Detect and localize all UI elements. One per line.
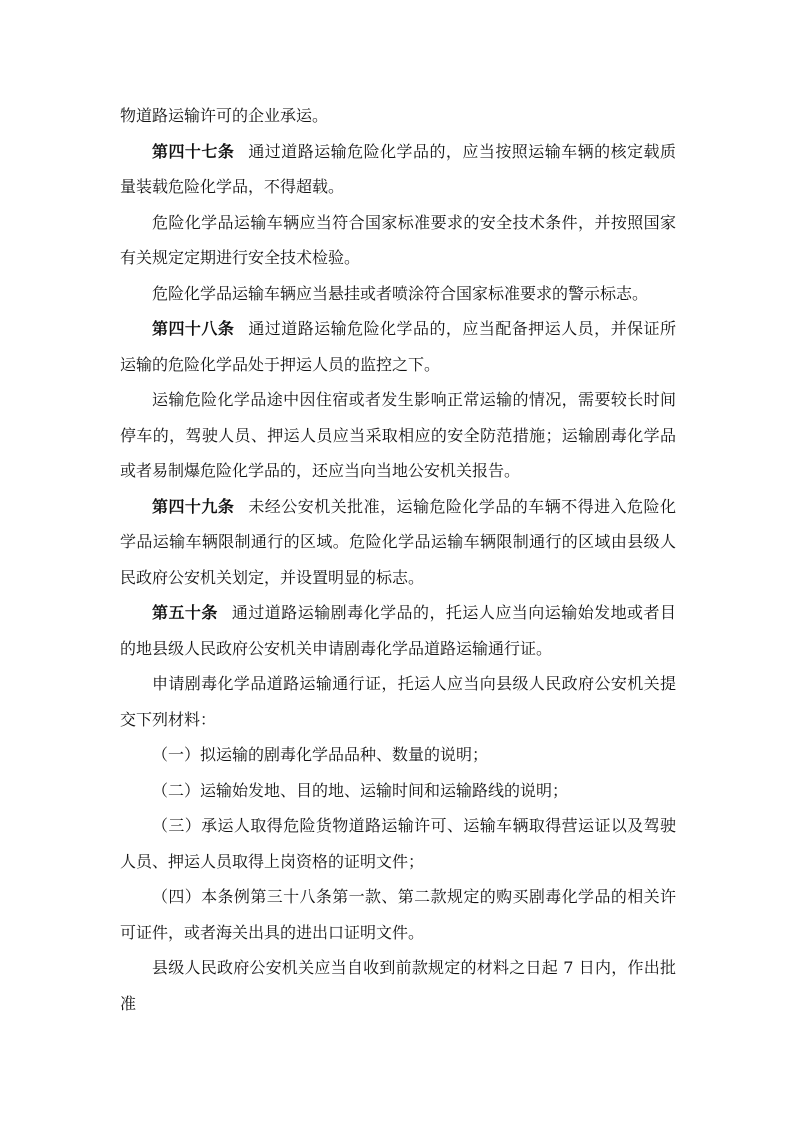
- paragraph-text: （二）运输始发地、目的地、运输时间和运输路线的说明；: [152, 780, 569, 800]
- paragraph-text: 危险化学品运输车辆应当悬挂或者喷涂符合国家标准要求的警示标志。: [152, 283, 649, 303]
- paragraph-text: 通过道路运输危险化学品的，应当配备押运人员，并保证所运输的危险化学品处于押运人员的监控之下。: [120, 319, 676, 374]
- paragraph-text: 通过道路运输危险化学品的，应当按照运输车辆的核定载质量装载危险化学品，不得超载。: [120, 141, 676, 196]
- paragraph: [120, 737, 676, 773]
- paragraph-text: 危险化学品运输车辆应当符合国家标准要求的安全技术条件，并按照国家有关规定定期进行安全技术检验。: [120, 212, 676, 267]
- paragraph: [120, 134, 676, 205]
- article-number: 第四十七条: [152, 141, 235, 161]
- paragraph: [120, 276, 676, 312]
- article-number: 第五十条: [152, 603, 218, 622]
- paragraph-text: 未经公安机关批准，运输危险化学品的车辆不得进入危险化学品运输车辆限制通行的区域。危险化学品运输车辆限制通行的区域由县级人民政府公安机关划定，并设置明显的标志。: [120, 496, 676, 587]
- paragraph-text: （四）本条例第三十八条第一款、第二款规定的购买剧毒化学品的相关许可证件，或者海关出具的进出口证明文件。: [120, 887, 676, 942]
- paragraph-text: 通过道路运输剧毒化学品的，托运人应当向运输始发地或者目的地县级人民政府公安机关申请剧毒化学品道路运输通行证。: [120, 603, 676, 658]
- article-number: 第四十八条: [152, 319, 235, 338]
- paragraph: [120, 205, 676, 276]
- paragraph-text: 运输危险化学品途中因住宿或者发生影响正常运输的情况，需要较长时间停车的，驾驶人员、押运人员应当采取相应的安全防范措施；运输剧毒化学品或者易制爆危险化学品的，还应当向当地公安机关报告。: [120, 390, 676, 480]
- paragraph-text: 申请剧毒化学品道路运输通行证，托运人应当向县级人民政府公安机关提交下列材料：: [120, 674, 676, 729]
- paragraph: [120, 98, 676, 134]
- paragraph: [120, 950, 676, 1021]
- paragraph-text: （三）承运人取得危险货物道路运输许可、运输车辆取得营运证以及驾驶人员、押运人员取得上岗资格的证明文件；: [120, 816, 676, 871]
- paragraph-text: 县级人民政府公安机关应当自收到前款规定的材料之日起 7 日内，作出批准: [120, 958, 676, 1013]
- paragraph: [120, 595, 676, 666]
- paragraph: [120, 311, 676, 382]
- paragraph: [120, 879, 676, 950]
- paragraph-text: 物道路运输许可的企业承运。: [120, 106, 329, 125]
- paragraph: [120, 382, 676, 489]
- article-number: 第四十九条: [152, 496, 235, 516]
- paragraph: [120, 666, 676, 737]
- document-body: [120, 98, 676, 1021]
- paragraph-text: （一）拟运输的剧毒化学品品种、数量的说明；: [152, 745, 489, 764]
- paragraph: [120, 808, 676, 879]
- paragraph: [120, 489, 676, 596]
- paragraph: [120, 773, 676, 809]
